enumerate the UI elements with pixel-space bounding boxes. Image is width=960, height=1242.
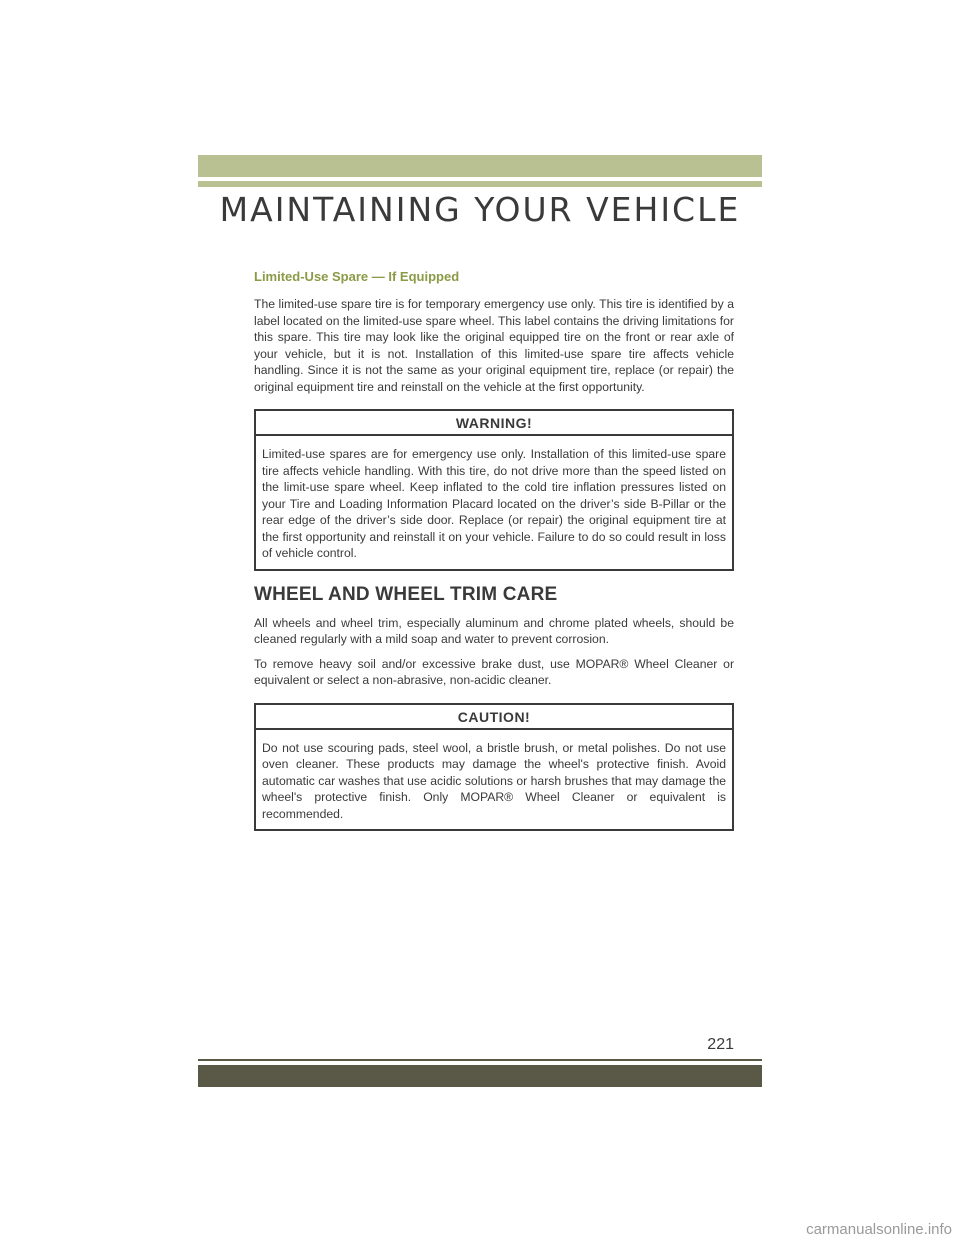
spare-subheading: Limited-Use Spare — If Equipped bbox=[254, 269, 460, 284]
footer-band bbox=[198, 1065, 762, 1087]
section-title: MAINTAINING YOUR VEHICLE bbox=[219, 190, 741, 229]
page-number: 221 bbox=[707, 1036, 734, 1053]
caution-title: CAUTION! bbox=[256, 705, 732, 730]
wheel-care-heading: WHEEL AND WHEEL TRIM CARE bbox=[254, 583, 558, 605]
page-content bbox=[254, 268, 734, 831]
wheel-care-paragraph-1: All wheels and wheel trim, especially aluminum and chrome plated wheels, should be cleaned regularly with a mild soap and water to prevent corrosion. bbox=[254, 615, 734, 646]
wheel-care-paragraph-2: To remove heavy soil and/or excessive brake dust, use MOPAR® Wheel Cleaner or equivalent or select a non-abrasive, non-acidic cleaner. bbox=[254, 656, 734, 687]
caution-box bbox=[254, 703, 734, 832]
warning-title: WARNING! bbox=[256, 411, 732, 436]
spare-paragraph: The limited-use spare tire is for temporary emergency use only. This tire is identified by a label located on the limited-use spare wheel. This label contains the driving limitations for this spare. This tire may look like the original equipped tire on the front or rear axle of your vehicle, but it is not. Installation of this limited-use spare tire affects vehicle handling. Since it is not the same as your original equipment tire, replace (or repair) the original equipment tire and reinstall on the vehicle at the first opportunity. bbox=[254, 297, 734, 394]
header-band bbox=[198, 155, 762, 177]
warning-box bbox=[254, 409, 734, 571]
caution-text: Do not use scouring pads, steel wool, a bristle brush, or metal polishes. Do not use oven cleaner. These products may damage the wheel's protective finish. Avoid automatic car washes that use acidic solutions or harsh brushes that may damage the wheel's protective finish. Only MOPAR® Wheel Cleaner or equivalent is recommended. bbox=[262, 740, 726, 821]
watermark-link[interactable]: carmanualsonline.info bbox=[806, 1221, 952, 1238]
footer-rule bbox=[198, 1059, 762, 1061]
warning-text: Limited-use spares are for emergency use only. Installation of this limited-use spare tire affects vehicle handling. With this tire, do not drive more than the speed listed on the limit-use spare wheel. Keep inflated to the cold tire inflation pressures listed on your Tire and Loading Information Placard located on the driver’s side B-Pillar or the rear edge of the driver’s side door. Replace (or repair) the original equipment tire at the first opportunity and reinstall it on your vehicle. Failure to do so could result in loss of vehicle control. bbox=[262, 447, 726, 560]
header-rule bbox=[198, 181, 762, 187]
